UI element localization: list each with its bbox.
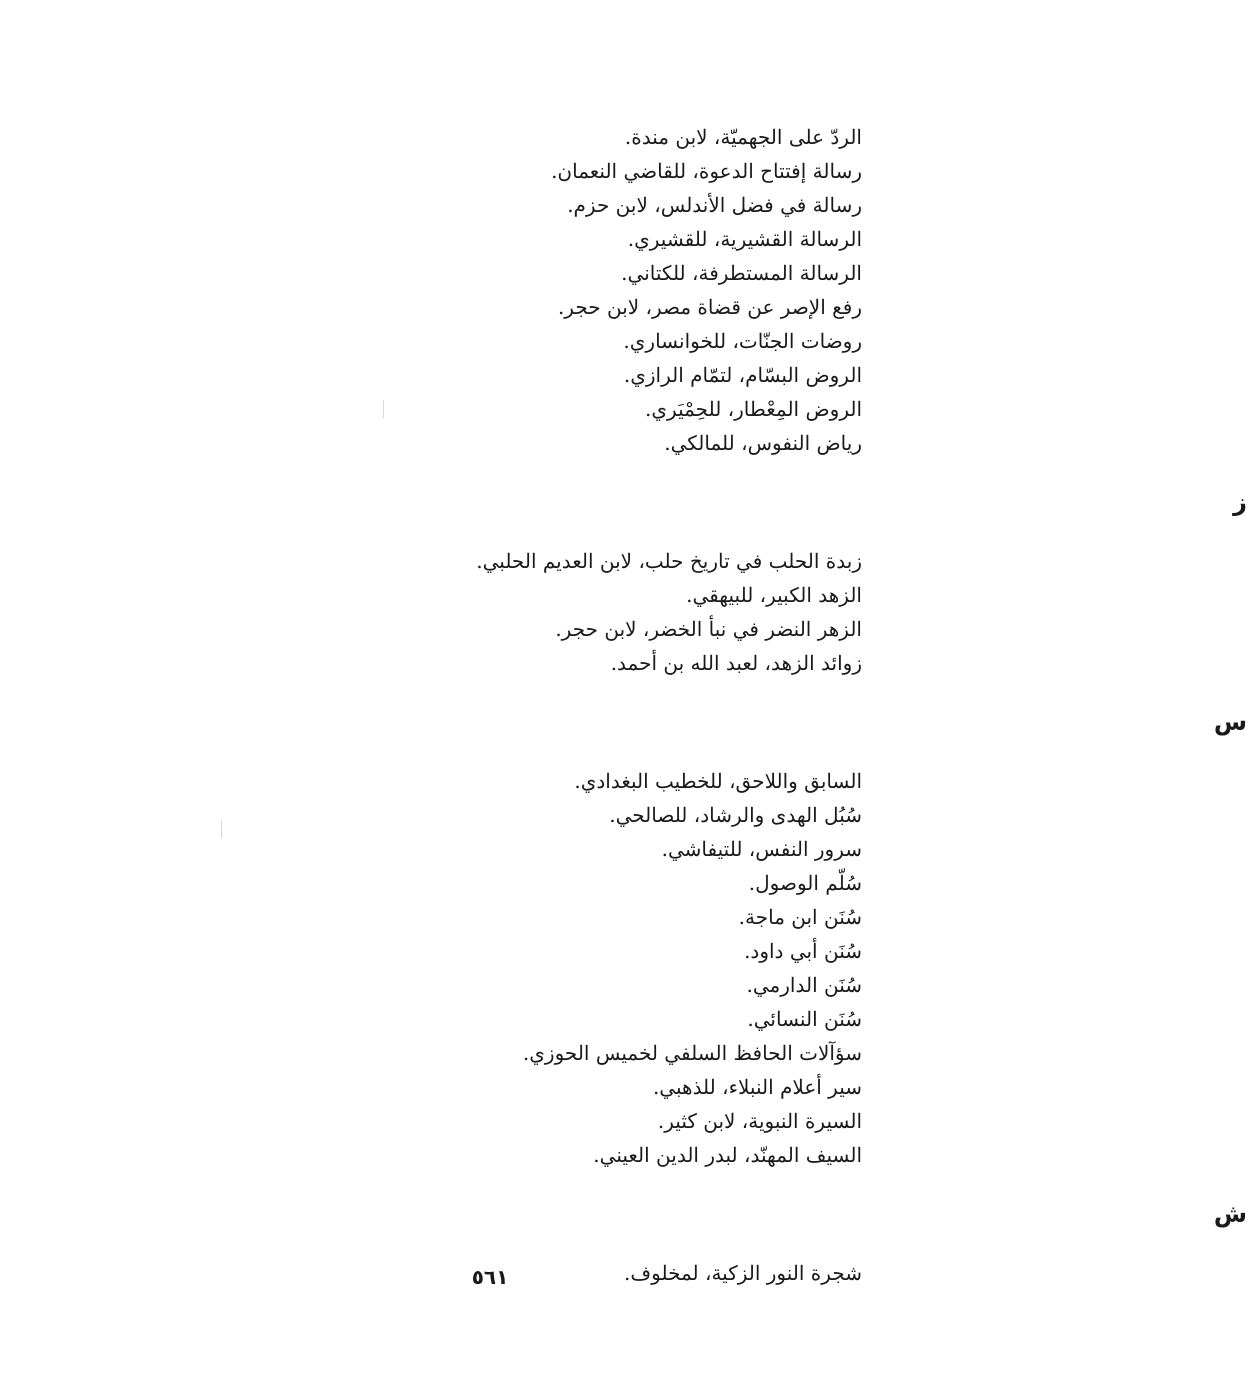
list-item: سير أعلام النبلاء، للذهبي. [652,1075,862,1099]
page-number: ٥٦١ [471,1265,509,1289]
list-item: سُنَن أبي داود. [744,939,862,963]
scan-mark [221,820,222,838]
list-item: شجرة النور الزكية، لمخلوف. [624,1261,862,1285]
list-item: سؤآلات الحافظ السلفي لخميس الحوزي. [522,1041,862,1065]
list-item: السابق واللاحق، للخطيب البغدادي. [574,769,862,793]
list-item: روضات الجنّات، للخوانساري. [623,329,862,353]
section-spacer [402,680,862,704]
list-item: السيف المهنّد، لبدر الدين العيني. [593,1143,862,1167]
list-item: الرسالة المستطرفة، للكتاني. [621,261,862,285]
scan-mark [383,400,384,418]
section-letter-heading: ش [1213,1200,1247,1228]
list-item: رسالة في فضل الأندلس، لابن حزم. [567,193,862,217]
list-item: الروض البسّام، لتمّام الرازي. [623,363,862,387]
section-spacer [402,460,862,484]
list-item: رفع الإصر عن قضاة مصر، لابن حجر. [557,295,862,319]
list-item: زوائد الزهد، لعبد الله بن أحمد. [610,651,862,675]
list-item: سُنَن الدارمي. [746,973,862,997]
list-item: الروض المِعْطار، للحِمْيَري. [645,397,862,421]
list-item: سُبُل الهدى والرشاد، للصالحي. [609,803,862,827]
list-item: الرسالة القشيرية، للقشيري. [627,227,862,251]
list-item: الردّ على الجهميّة، لابن مندة. [624,125,862,149]
list-item: رسالة إفتتاح الدعوة، للقاضي النعمان. [551,159,862,183]
section-letter-heading: ز [1233,488,1247,516]
list-item: سُنَن ابن ماجة. [738,905,862,929]
list-item: سرور النفس، للتيفاشي. [661,837,862,861]
section-spacer [402,740,862,764]
index-column [402,120,1247,1290]
list-item: سُنَن النسائي. [747,1007,862,1031]
section-spacer [402,1232,862,1256]
section-spacer [402,1172,862,1196]
list-item: الزهد الكبير، للبيهقي. [686,583,862,607]
list-item: رياض النفوس، للمالكي. [664,431,862,455]
list-item: سُلّم الوصول. [748,871,862,895]
section-letter-heading: س [1213,708,1247,736]
section-spacer [402,520,862,544]
list-item: الزهر النضر في نبأ الخضر، لابن حجر. [555,617,862,641]
list-item: السيرة النبوية، لابن كثير. [657,1109,862,1133]
list-item: زبدة الحلب في تاريخ حلب، لابن العديم الحلبي. [476,549,862,573]
